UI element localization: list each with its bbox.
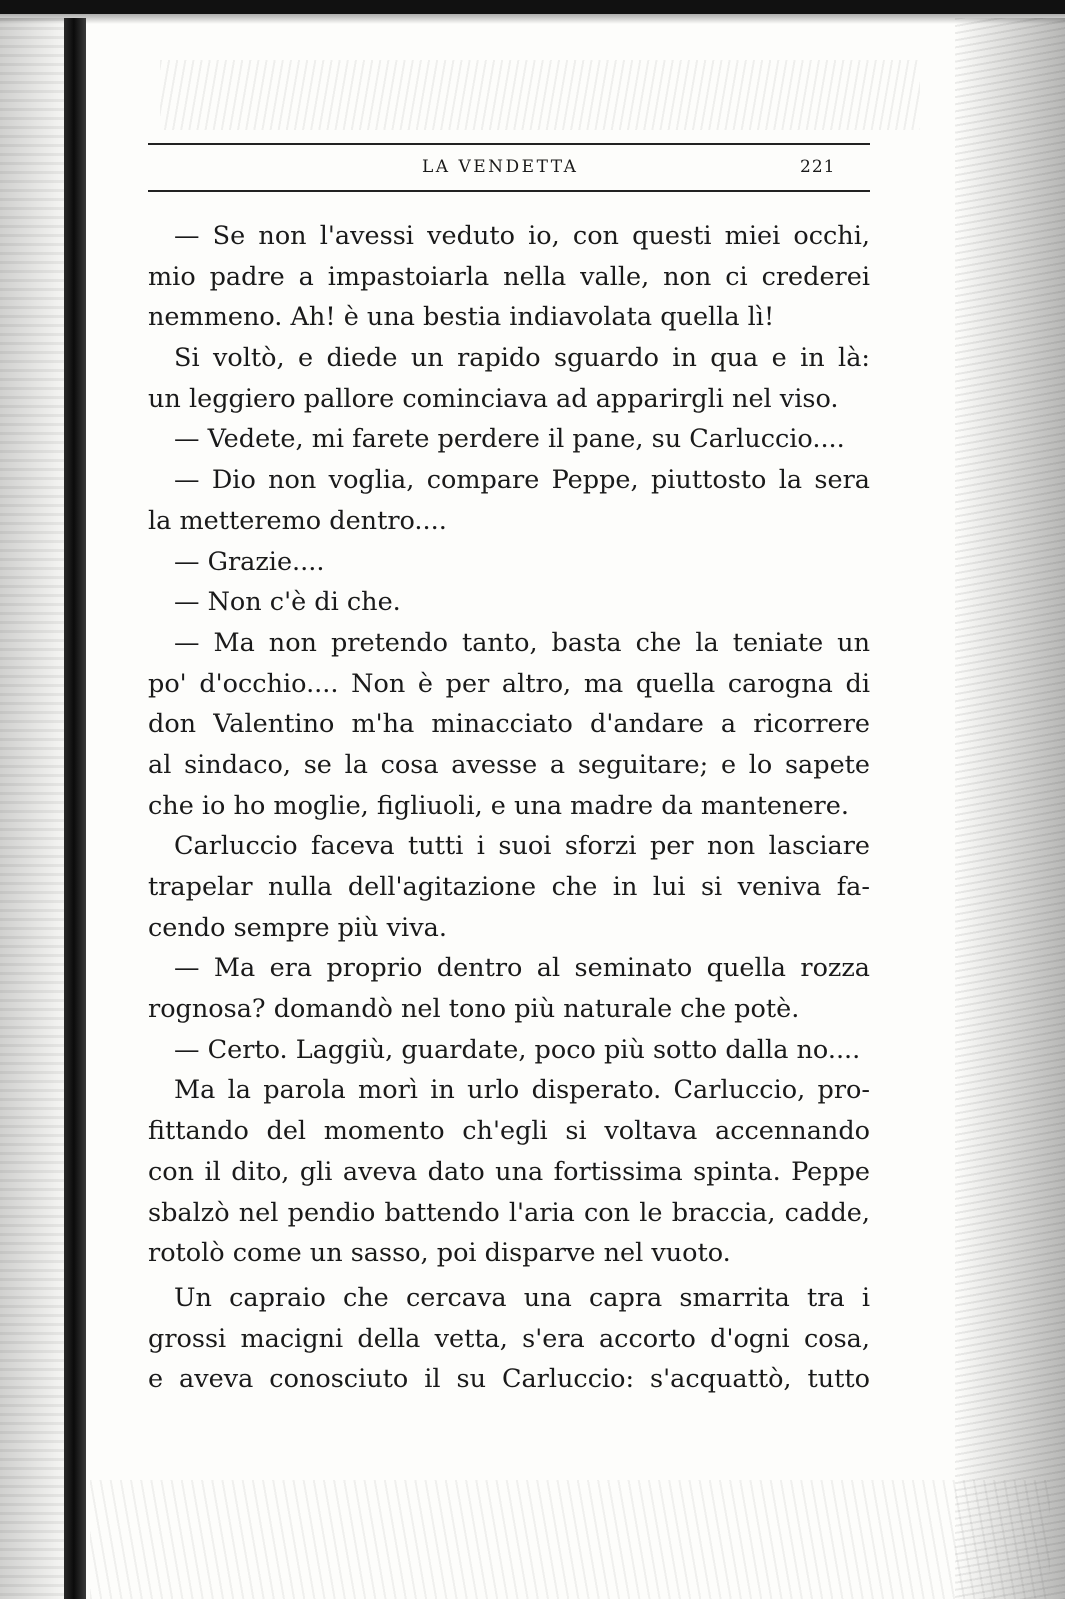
text-line: trapelar nulla dell'agitazione che in lui si veniva fa- xyxy=(148,872,870,902)
body-text xyxy=(148,216,870,1400)
text-line: — Ma era proprio dentro al seminato quella rozza xyxy=(174,953,870,984)
book-spine xyxy=(64,18,86,1599)
text-line: — Dio non voglia, compare Peppe, piuttosto la sera xyxy=(174,465,870,496)
text-line: rognosa? domandò nel tono più naturale che potè. xyxy=(148,994,800,1025)
text-line: che io ho moglie, figliuoli, e una madre da mantenere. xyxy=(148,790,849,821)
running-title: LA VENDETTA xyxy=(422,157,579,177)
page-edge-shadow xyxy=(955,18,1065,1599)
text-line: — Non c'è di che. xyxy=(174,587,401,618)
header-rule-bottom xyxy=(148,190,870,192)
text-line: mio padre a impastoiarla nella valle, non ci crederei xyxy=(148,261,870,292)
text-line: e aveva conosciuto il su Carluccio: s'acquattò, tutto xyxy=(148,1364,870,1395)
text-line: — Se non l'avessi veduto io, con questi miei occhi, xyxy=(174,221,870,251)
text-line: cendo sempre più viva. xyxy=(148,912,447,943)
text-line: — Grazie.... xyxy=(174,546,325,577)
text-line: po' d'occhio.... Non è per altro, ma quella carogna di xyxy=(148,668,870,699)
page-top-shadow xyxy=(0,14,1065,24)
text-line: con il dito, gli aveva dato una fortissima spinta. Peppe xyxy=(148,1156,870,1187)
text-line: Si voltò, e diede un rapido sguardo in qua e in là: xyxy=(174,343,870,374)
text-line: Carluccio faceva tutti i suoi sforzi per non lasciare xyxy=(174,831,870,862)
text-line: un leggiero pallore cominciava ad apparirgli nel viso. xyxy=(148,383,839,414)
text-line: — Vedete, mi farete perdere il pane, su Carluccio.... xyxy=(174,424,845,455)
text-line: sbalzò nel pendio battendo l'aria con le braccia, cadde, xyxy=(148,1197,870,1228)
scan-noise-top xyxy=(160,60,920,130)
scan-noise-bottom xyxy=(90,1480,1050,1599)
text-line: don Valentino m'ha minacciato d'andare a ricorrere xyxy=(148,709,870,740)
text-line: nemmeno. Ah! è una bestia indiavolata quella lì! xyxy=(148,302,775,333)
text-line: Ma la parola morì in urlo disperato. Carluccio, pro- xyxy=(174,1075,870,1106)
header-rule-top xyxy=(148,143,870,145)
text-line: Un capraio che cercava una capra smarrita tra i xyxy=(174,1282,870,1313)
text-line: — Certo. Laggiù, guardate, poco più sotto dalla no.... xyxy=(174,1034,861,1065)
text-line: grossi macigni della vetta, s'era accorto d'ogni cosa, xyxy=(148,1323,870,1354)
text-line: rotolò come un sasso, poi disparve nel vuoto. xyxy=(148,1238,731,1269)
gutter-shadow xyxy=(0,18,64,1599)
text-line: la metteremo dentro.... xyxy=(148,505,447,536)
page-number: 221 xyxy=(800,157,836,177)
page-top-border xyxy=(0,0,1065,14)
text-line: fittando del momento ch'egli si voltava accennando xyxy=(148,1116,870,1147)
text-line: — Ma non pretendo tanto, basta che la teniate un xyxy=(174,627,870,658)
text-line: al sindaco, se la cosa avesse a seguitare; e lo sapete xyxy=(148,749,870,780)
